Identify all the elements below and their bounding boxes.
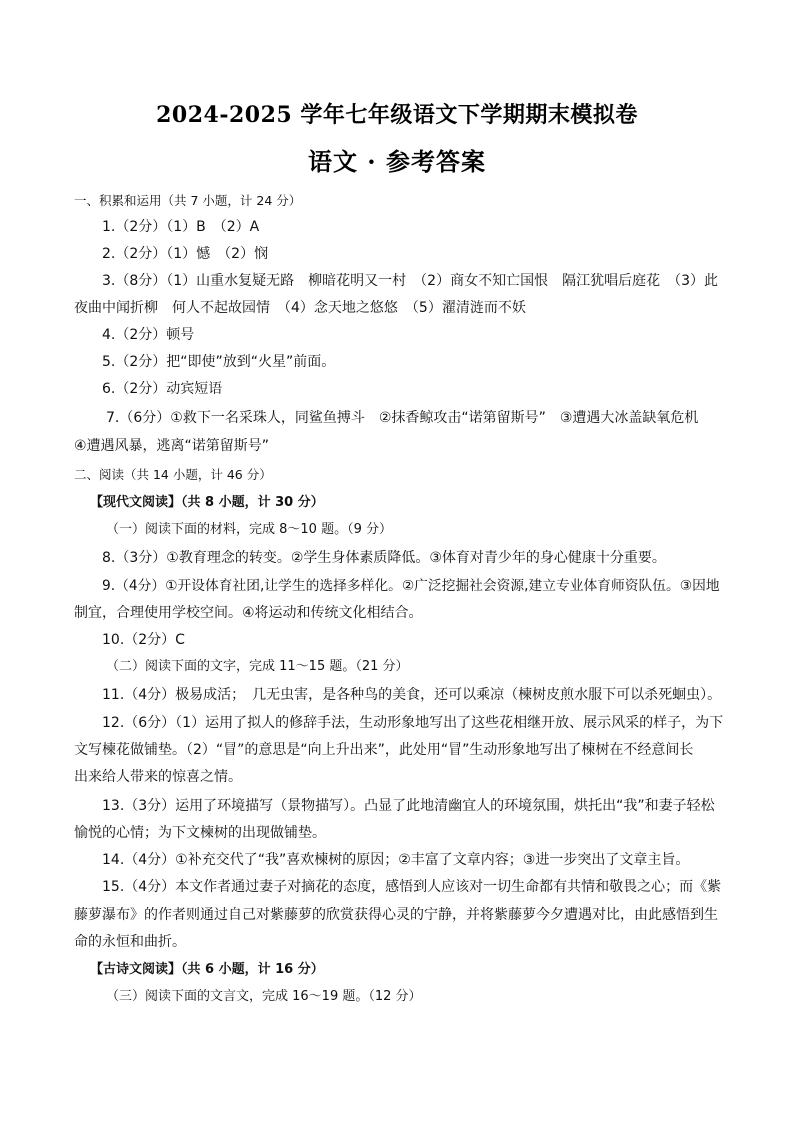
answer-q7-line1: 7.（6分）①救下一名采珠人，同鲨鱼搏斗 ②抹香鲸攻击“诺第留斯号” ③遭遇大冰盖缺氧危机 [106, 410, 699, 426]
answer-q13-line1: 13.（3分）运用了环境描写（景物描写）。凸显了此地清幽宜人的环境氛围，烘托出“我”和妻子轻松 [102, 798, 715, 814]
answer-q14: 14.（4分）①补充交代了“我”喜欢楝树的原因；②丰富了文章内容；③进一步突出了文章主旨。 [102, 852, 690, 868]
modern-reading-heading: 【现代文阅读】（共 8 小题，计 30 分） [90, 495, 324, 510]
part-two-heading: （二）阅读下面的文字，完成 11～15 题。（21 分） [106, 659, 409, 674]
answer-q11: 11.（4分）极易成活； 几无虫害，是各种鸟的美食，还可以乘凉（楝树皮煎水服下可以杀死蛔虫）。 [102, 687, 722, 703]
answer-q12-line1: 12.（6分）（1）运用了拟人的修辞手法，生动形象地写出了这些花相继开放、展示风采的样子，为下 [102, 715, 724, 731]
answer-q5: 5.（2分）把“即使”放到“火星”前面。 [102, 354, 336, 370]
answer-q13-line2: 愉悦的心情；为下文楝树的出现做铺垫。 [74, 825, 326, 841]
page-title: 2024-2025 学年七年级语文下学期期末模拟卷 [156, 102, 638, 128]
answer-q10: 10.（2分）C [102, 632, 185, 648]
answer-q2: 2.（2分）（1）憾 （2）悯 [102, 246, 269, 262]
classical-reading-heading: 【古诗文阅读】（共 6 小题，计 16 分） [90, 962, 324, 977]
answer-q15-line2: 藤萝瀑布》的作者则通过自己对紫藤萝的欣赏获得心灵的宁静，并将紫藤萝今夕遭遇对比，由此感悟到生 [74, 907, 718, 923]
answer-q6: 6.（2分）动宾短语 [102, 381, 223, 397]
answer-q9-line1: 9.（4分）①开设体育社团,让学生的选择多样化。②广泛挖掘社会资源,建立专业体育师资队伍。③因地 [102, 578, 720, 594]
answer-q9-line2: 制宜，合理使用学校空间。④将运动和传统文化相结合。 [74, 605, 423, 621]
answer-q15-line1: 15.（4分）本文作者通过妻子对摘花的态度，感悟到人应该对一切生命都有共情和敬畏之心；而《紫 [102, 879, 722, 895]
part-three-heading: （三）阅读下面的文言文，完成 16～19 题。（12 分） [106, 989, 422, 1004]
answer-q12-line3: 出来给人带来的惊喜之情。 [74, 769, 242, 785]
answer-q3-line1: 3.（8分）（1）山重水复疑无路 柳暗花明又一村 （2）商女不知亡国恨 隔江犹唱后庭花 （3）此 [102, 273, 718, 289]
answer-q3-line2: 夜曲中闻折柳 何人不起故园情 （4）念天地之悠悠 （5）濯清涟而不妖 [74, 300, 526, 316]
page-subtitle: 语文 · 参考答案 [307, 147, 487, 176]
part-one-heading: （一）阅读下面的材料，完成 8～10 题。（9 分） [106, 522, 392, 537]
answer-q7-line2: ④遭遇风暴，逃离“诺第留斯号” [74, 438, 270, 454]
answer-q4: 4.（2分）顿号 [102, 327, 195, 343]
answer-q12-line2: 文写楝花做铺垫。（2）“冒”的意思是“向上升出来”，此处用“冒”生动形象地写出了楝树在不经意间长 [74, 742, 694, 758]
answer-q1: 1.（2分）（1）B （2）A [102, 219, 260, 235]
section-heading-reading: 二、阅读（共 14 小题，计 46 分） [74, 467, 272, 482]
answer-q8: 8.（3分）①教育理念的转变。②学生身体素质降低。③体育对青少年的身心健康十分重要。 [102, 550, 666, 566]
section-heading-accumulation: 一、积累和运用（共 7 小题，计 24 分） [74, 193, 302, 208]
answer-q15-line3: 命的永恒和曲折。 [74, 934, 186, 950]
